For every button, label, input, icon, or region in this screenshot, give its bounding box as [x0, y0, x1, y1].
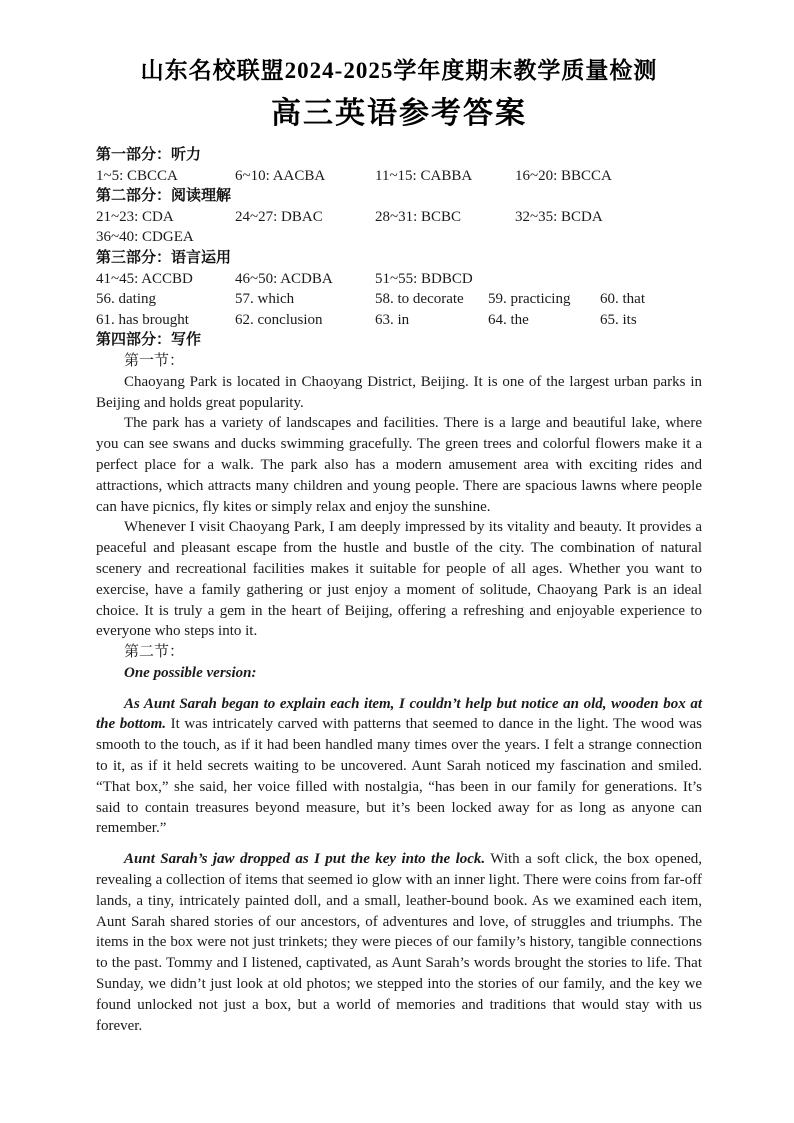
- answer-cell: 16~20: BBCCA: [515, 167, 612, 184]
- answer-cell: 21~23: CDA: [96, 208, 174, 225]
- essay2-paragraph-2: [96, 849, 702, 1036]
- language-answer-row: [96, 269, 702, 290]
- answer-cell: 11~15: CABBA: [375, 167, 473, 184]
- part2-heading: 第二部分：阅读理解: [96, 187, 232, 205]
- answer-cell: 32~35: BCDA: [515, 208, 603, 225]
- version-label: One possible version:: [124, 664, 257, 681]
- answer-cell: 56. dating: [96, 291, 156, 308]
- essay2-lead-sentence-1: As Aunt Sarah began to explain each item, I couldn’t help but notice an old, wooden box at the bottom.: [96, 695, 702, 733]
- essay1-paragraph-3: Whenever I visit Chaoyang Park, I am deeply impressed by its vitality and beauty. It provides a peaceful and pleasant escape from the hustle and bustle of the city. The combination of natural scenery and recreational facilities makes it suitable for people of all ages. Whether you want to exercise, have a family gathering or just enjoy a moment of solitude, Chaoyang Park is an ideal choice. It is truly a gem in the heart of Beijing, offering a refreshing and enjoyable experience to everyone who steps into it.: [96, 519, 702, 640]
- listening-answer-row: [96, 166, 702, 187]
- essay1-paragraph-2: The park has a variety of landscapes and facilities. There is a large and beautiful lake, where you can see swans and ducks swimming gracefully. The green trees and colorful flowers make it a perfect place for a walk. The park also has a modern amusement area with exciting rides and attractions, which attracts many children and young people. There are spacious lawns where people can have picnics, fly kites or simply relax and enjoy the sunshine.: [96, 415, 702, 515]
- answer-cell: 58. to decorate: [375, 291, 464, 308]
- essay1-paragraph-1: Chaoyang Park is located in Chaoyang District, Beijing. It is one of the largest urban parks in Beijing and holds great popularity.: [96, 373, 702, 411]
- answer-cell: 1~5: CBCCA: [96, 167, 178, 184]
- answer-cell: 6~10: AACBA: [235, 167, 326, 184]
- essay2-lead-sentence-2: Aunt Sarah’s jaw dropped as I put the key into the lock.: [124, 851, 486, 868]
- page-title: 山东名校联盟2024-2025学年度期末教学质量检测: [140, 58, 658, 83]
- part3-heading: 第三部分：语言运用: [96, 248, 232, 266]
- essay2-paragraph-text-2: With a soft click, the box opened, revealing a collection of items that seemed io glow with an inner light. There were coins from far-off lands, a tiny, intricately painted doll, and a small, leather-bound book. As we examined each item, Aunt Sarah shared stories of our ancestors, of adventures and love, of struggles and triumphs. The items in the box were not just trinkets; they were pieces of our family’s history, tangible connections to the past. Tommy and I listened, captivated, as Aunt Sarah’s words brought the stories to life. That Sunday, we didn’t just look at old photos; we stepped into the stories of our family, and the key we found unlocked not just a box, but a world of memories and traditions that would stay with us forever.: [96, 851, 702, 1034]
- essay2-paragraph-text-1: It was intricately carved with patterns that seemed to dance in the light. The wood was smooth to the touch, as if it had been handled many times over the years. I felt a strange connection to it, as if it held secrets waiting to be uncovered. Aunt Sarah noticed my fascination and smiled. “That box,” she said, her voice filled with nostalgia, “has been in our family for generations. It’s said to contain treasures beyond measure, but it’s been locked away for as long as anyone can remember.”: [96, 716, 702, 837]
- answer-cell: 28~31: BCBC: [375, 208, 462, 225]
- reading-answer-row-2: [96, 227, 702, 248]
- answer-cell: 57. which: [235, 291, 295, 308]
- answer-cell: 61. has brought: [96, 311, 189, 328]
- reading-answer-row-1: [96, 207, 702, 228]
- fill-answer-row-2: [96, 310, 702, 331]
- answer-cell: 64. the: [488, 311, 529, 328]
- page-subtitle: 高三英语参考答案: [271, 97, 527, 130]
- answer-cell: 36~40: CDGEA: [96, 229, 194, 246]
- fill-answer-row-1: [96, 289, 702, 310]
- section1-label: 第一节：: [124, 352, 185, 369]
- part4-heading: 第四部分：写作: [96, 331, 202, 349]
- part1-heading: 第一部分：听力: [96, 146, 202, 163]
- essay2-paragraph-1: [96, 694, 702, 840]
- answer-cell: 51~55: BDBCD: [375, 270, 473, 287]
- answer-cell: 41~45: ACCBD: [96, 270, 193, 287]
- answer-cell: 24~27: DBAC: [235, 208, 323, 225]
- answer-cell: 59. practicing: [488, 291, 571, 308]
- answer-cell: 62. conclusion: [235, 311, 323, 328]
- section2-label: 第二节：: [124, 644, 185, 661]
- answer-cell: 63. in: [375, 311, 410, 328]
- answer-cell: 46~50: ACDBA: [235, 270, 333, 287]
- answer-cell: 60. that: [600, 291, 645, 308]
- answer-cell: 65. its: [600, 311, 637, 328]
